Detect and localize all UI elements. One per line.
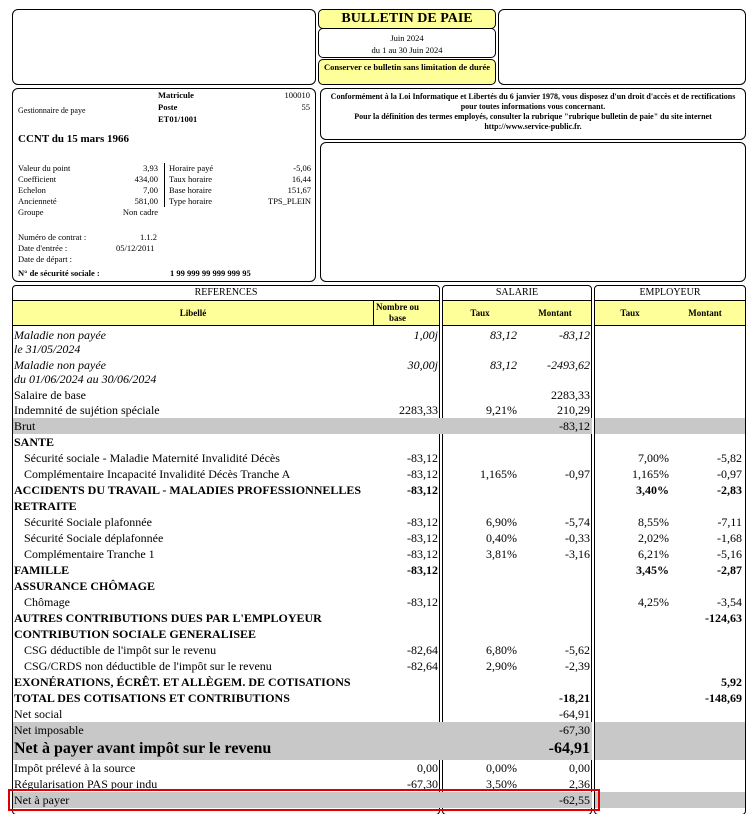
field-row: Base horaire 151,67 [169, 185, 311, 195]
pay-period [318, 28, 496, 58]
legal-line-2: Pour la définition des termes employés, consulter la rubrique "rubrique bulletin de paie" du site internet http://www.service-public.fr. [354, 112, 712, 131]
document-title: BULLETIN DE PAIE [318, 9, 496, 29]
employee-address-box [498, 9, 746, 85]
table-row: Sécurité Sociale déplafonnée -83,12 0,40% -0,33 2,02% -1,68 [24, 531, 742, 545]
col-taux-employeur: Taux [620, 308, 640, 318]
table-row: ACCIDENTS DU TRAVAIL - MALADIES PROFESSIONNELLES -83,12 3,40% -2,83 [14, 483, 742, 497]
poste-label: Poste [158, 102, 178, 112]
table-row: le 31/05/2024 [14, 342, 81, 356]
matricule-value: 100010 [284, 90, 310, 100]
table-row: RETRAITE [14, 499, 77, 513]
field-row: Horaire payé -5,06 [169, 163, 311, 173]
departure-label: Date de départ : [18, 254, 73, 264]
contract-value: 1.1.2 [140, 232, 157, 242]
table-row: Net imposable -67,30 [14, 723, 590, 737]
contract-label: Numéro de contrat : [18, 232, 87, 242]
table-row: Maladie non payée 1,00j 83,12 -83,12 [14, 328, 590, 342]
col-montant-employeur: Montant [688, 308, 722, 318]
table-row: FAMILLE -83,12 3,45% -2,87 [14, 563, 742, 577]
table-row: ASSURANCE CHÔMAGE [14, 579, 156, 593]
legal-line-1: Conformément à la Loi Informatique et Libertés du 6 janvier 1978, vous disposez d'un droit d'accès et de rectifications pour toutes informations vous concernant. [330, 92, 736, 111]
table-row: Sécurité sociale - Maladie Maternité Invalidité Décès -83,12 7,00% -5,82 [24, 451, 742, 465]
field-divider [164, 163, 165, 207]
field-row: Echelon 7,00 [18, 185, 158, 195]
field-row: Valeur du point 3,93 [18, 163, 158, 173]
employer-box [12, 9, 316, 85]
table-row: Net social -64,91 [14, 707, 590, 721]
table-row: Régularisation PAS pour indu -67,30 3,50% 2,36 [14, 777, 590, 791]
table-row: AUTRES CONTRIBUTIONS DUES PAR L'EMPLOYEUR -124,63 [14, 611, 742, 625]
table-row: SANTE [14, 435, 55, 449]
col-montant: Montant [538, 308, 572, 318]
table-row: Net à payer avant impôt sur le revenu -64,91 [14, 740, 590, 757]
table-row: CONTRIBUTION SOCIALE GENERALISEE [14, 627, 257, 641]
table-row: Impôt prélevé à la source 0,00 0,00% 0,00 [14, 761, 590, 775]
header-references: REFERENCES [194, 287, 258, 298]
table-row: Net à payer -62,55 [14, 793, 590, 807]
table-row: Brut -83,12 [14, 419, 590, 433]
poste-code: ET01/1001 [158, 114, 198, 124]
right-fields [169, 163, 311, 207]
field-row: Coefficient 434,00 [18, 174, 158, 184]
table-row: TOTAL DES COTISATIONS ET CONTRIBUTIONS -18,21 -148,69 [14, 691, 742, 705]
table-row: Complémentaire Incapacité Invalidité Décès Tranche A -83,12 1,165% -0,97 1,165% -0,97 [24, 467, 742, 481]
table-row: CSG/CRDS non déductible de l'impôt sur le revenu -82,64 2,90% -2,39 [24, 659, 590, 673]
table-row: Chômage -83,12 4,25% -3,54 [24, 595, 742, 609]
table-row: Salaire de base 2283,33 [14, 388, 590, 402]
poste-value: 55 [301, 102, 310, 112]
table-row: Complémentaire Tranche 1 -83,12 3,81% -3,16 6,21% -5,16 [24, 547, 742, 561]
col-libelle: Libellé [179, 308, 207, 318]
table-row: Indemnité de sujétion spéciale 2283,33 9,21% 210,29 [14, 403, 590, 417]
field-row: Ancienneté 581,00 [18, 196, 158, 206]
period-month: Juin 2024 [390, 33, 424, 43]
header-salarie: SALARIE [495, 287, 539, 298]
table-row: Sécurité Sociale plafonnée -83,12 6,90% -5,74 8,55% -7,11 [24, 515, 742, 529]
legal-text [322, 92, 744, 132]
entry-value: 05/12/2011 [116, 243, 155, 253]
ccnt: CCNT du 15 mars 1966 [18, 133, 130, 145]
gestionnaire-label: Gestionnaire de paye [18, 106, 86, 115]
period-range: du 1 au 30 Juin 2024 [371, 45, 443, 55]
net-payer-highlight [8, 789, 600, 811]
entry-label: Date d'entrée : [18, 243, 68, 253]
col-divider [373, 301, 374, 326]
header-employeur: EMPLOYEUR [639, 287, 701, 298]
table-row: Maladie non payée 30,00j 83,12 -2493,62 [14, 358, 590, 372]
notes-box [320, 142, 746, 282]
left-fields [18, 163, 158, 218]
matricule-label: Matricule [158, 90, 194, 100]
table-row: du 01/06/2024 au 30/06/2024 [14, 372, 157, 386]
field-row: Taux horaire 16,44 [169, 174, 311, 184]
table-row: CSG déductible de l'impôt sur le revenu -82,64 6,80% -5,62 [24, 643, 590, 657]
col-nombre-base: Nombre ou base [375, 302, 420, 323]
col-taux: Taux [470, 308, 490, 318]
conservation-notice: Conserver ce bulletin sans limitation de durée [318, 59, 496, 85]
ss-label: N° de sécurité sociale : [18, 268, 100, 278]
field-row: Groupe Non cadre [18, 207, 158, 217]
table-row: EXONÉRATIONS, ÉCRÊT. ET ALLÈGEM. DE COTISATIONS 5,92 [14, 675, 742, 689]
field-row: Type horaire TPS_PLEIN [169, 196, 311, 206]
ss-value: 1 99 999 99 999 999 95 [170, 268, 251, 278]
